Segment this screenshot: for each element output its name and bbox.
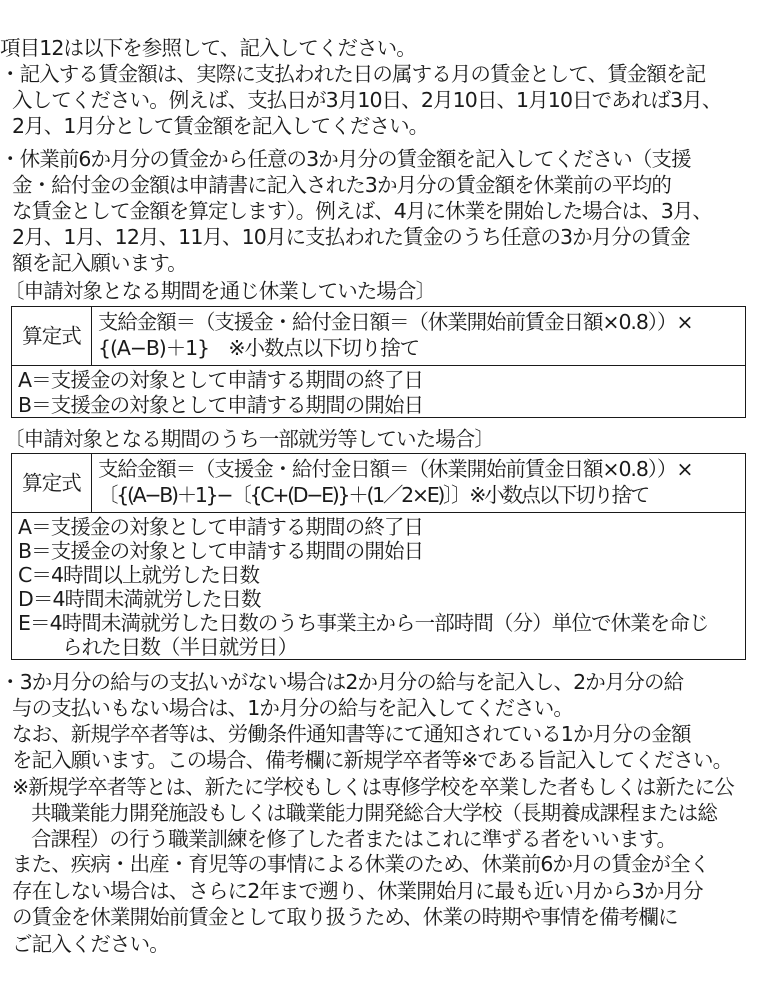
- text-line: 与の支払いもない場合は、1か月分の給与を記入してください。: [12, 696, 573, 720]
- text-line: ・記入する賃金額は、実際に支払われた日の属する月の賃金として、賃金額を記: [0, 62, 706, 86]
- text-line: 2月、1月、12月、11月、10月に支払われた賃金のうち任意の3か月分の賃金: [12, 225, 690, 249]
- case2-formula-box: [11, 453, 746, 660]
- text-line: ご記入ください。: [12, 932, 169, 956]
- definition-line: E＝4時間未満就労した日数のうち事業主から一部時間（分）単位で休業を命じ: [18, 611, 709, 635]
- text-line: なお、新規学卒者等は、労働条件通知書等にて通知されている1か月分の金額: [12, 722, 691, 746]
- text-line: な賃金として金額を算定します）。例えば、4月に休業を開始した場合は、3月、: [12, 199, 713, 223]
- case2-title: 〔申請対象となる期間のうち一部就労等していた場合〕: [4, 427, 494, 451]
- text-line: ・3か月分の給与の支払いがない場合は2か月分の給与を記入し、2か月分の給: [0, 670, 684, 694]
- text-line: 存在しない場合は、さらに2年まで遡り、休業開始月に最も近い月から3か月分: [12, 879, 703, 903]
- text-line: 金・給付金の金額は申請書に記入された3か月分の賃金額を休業前の平均的: [12, 173, 671, 197]
- text-line: ・休業前6か月分の賃金から任意の3か月分の賃金額を記入してください（支援: [0, 147, 691, 171]
- text-line: 額を記入願います。: [12, 251, 187, 275]
- definition-line: られた日数（半日就労日）: [62, 635, 298, 659]
- section-heading: 項目12は以下を参照して、記入してください。: [0, 36, 416, 60]
- formula-line: {(A−B)＋1} ※小数点以下切り捨て: [98, 336, 420, 360]
- formula-row: [12, 454, 745, 513]
- text-line: 共職業能力開発施設もしくは職業能力開発総合大学校（長期養成課程または総: [31, 801, 717, 825]
- formula-label: 算定式: [12, 454, 92, 512]
- text-line: の賃金を休業開始前賃金として取り扱うため、休業の時期や事情を備考欄に: [12, 905, 678, 929]
- definition-line: B＝支援金の対象として申請する期間の開始日: [18, 393, 424, 417]
- case1-title: 〔申請対象となる期間を通じ休業していた場合〕: [4, 279, 436, 303]
- definition-line: C＝4時間以上就労した日数: [18, 563, 260, 587]
- case1-formula-box: [11, 306, 746, 418]
- text-line: 入してください。例えば、支払日が3月10日、2月10日、1月10日であれば3月、: [12, 88, 722, 112]
- text-line: また、疾病・出産・育児等の事情による休業のため、休業前6か月の賃金が全く: [12, 852, 710, 876]
- formula-line: 〔{(A−B)＋1}−〔{C+(D−E)}＋(1／2×E)〕〕※小数点以下切り捨て: [98, 483, 648, 507]
- definition-line: B＝支援金の対象として申請する期間の開始日: [18, 539, 424, 563]
- text-line: 合課程）の行う職業訓練を修了した者またはこれに準ずる者をいいます。: [31, 827, 677, 851]
- text-line: ※新規学卒者等とは、新たに学校もしくは専修学校を卒業した者もしくは新たに公: [12, 775, 734, 799]
- text-line: 2月、1月分として賃金額を記入してください。: [12, 114, 429, 138]
- formula-label: 算定式: [12, 307, 92, 365]
- formula-line: 支給金額＝（支援金・給付金日額＝（休業開始前賃金日額×0.8））×: [98, 310, 693, 334]
- text-line: を記入願います。この場合、備考欄に新規学卒者等※である旨記入してください。: [12, 748, 733, 772]
- definition-line: A＝支援金の対象として申請する期間の終了日: [18, 368, 424, 392]
- definition-line: D＝4時間未満就労した日数: [18, 587, 261, 611]
- formula-line: 支給金額＝（支援金・給付金日額＝（休業開始前賃金日額×0.8））×: [98, 457, 693, 481]
- definition-line: A＝支援金の対象として申請する期間の終了日: [18, 515, 424, 539]
- formula-row: [12, 307, 745, 366]
